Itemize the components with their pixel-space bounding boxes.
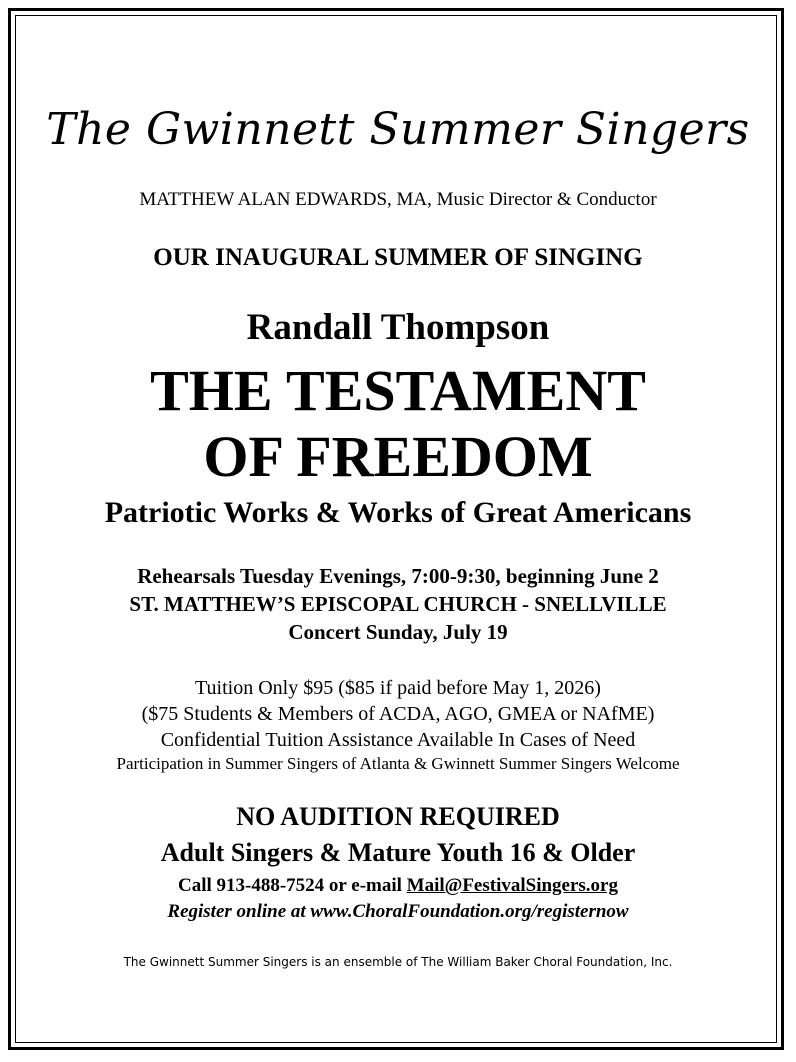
rehearsal-schedule: Rehearsals Tuesday Evenings, 7:00-9:30, beginning June 2	[137, 564, 659, 588]
program-subtitle: Patriotic Works & Works of Great Americans	[104, 496, 692, 529]
work-title-line2: OF FREEDOM	[203, 424, 593, 489]
age-requirement: Adult Singers & Mature Youth 16 & Older	[160, 838, 636, 867]
contact-phone-text: Call 913-488-7524 or e-mail	[177, 875, 407, 896]
concert-date: Concert Sunday, July 19	[288, 620, 508, 644]
contact-line	[20, 873, 776, 898]
work-title-line1: THE TESTAMENT	[150, 358, 646, 423]
ensemble-title: The Gwinnett Summer Singers	[46, 104, 750, 155]
tuition-assistance: Confidential Tuition Assistance Available In Cases of Need	[160, 729, 636, 751]
email-link[interactable]: Mail@FestivalSingers.org	[406, 875, 618, 896]
venue: ST. MATTHEW’S EPISCOPAL CHURCH - SNELLVILLE	[129, 592, 667, 616]
tuition-price: Tuition Only $95 ($85 if paid before May 1, 2026)	[195, 677, 601, 699]
season-headline: OUR INAUGURAL SUMMER OF SINGING	[153, 244, 643, 271]
participation-note: Participation in Summer Singers of Atlanta & Gwinnett Summer Singers Welcome	[116, 754, 680, 773]
register-link[interactable]: Register online at www.ChoralFoundation.org/registernow	[167, 901, 629, 922]
audition-requirement: NO AUDITION REQUIRED	[236, 802, 560, 831]
composer-name: Randall Thompson	[246, 307, 550, 348]
footer-note: The Gwinnett Summer Singers is an ensemble of The William Baker Choral Foundation, Inc.	[123, 955, 673, 969]
tuition-discount: ($75 Students & Members of ACDA, AGO, GMEA or NAfME)	[141, 703, 655, 725]
director-line: MATTHEW ALAN EDWARDS, MA, Music Director & Conductor	[139, 189, 657, 210]
